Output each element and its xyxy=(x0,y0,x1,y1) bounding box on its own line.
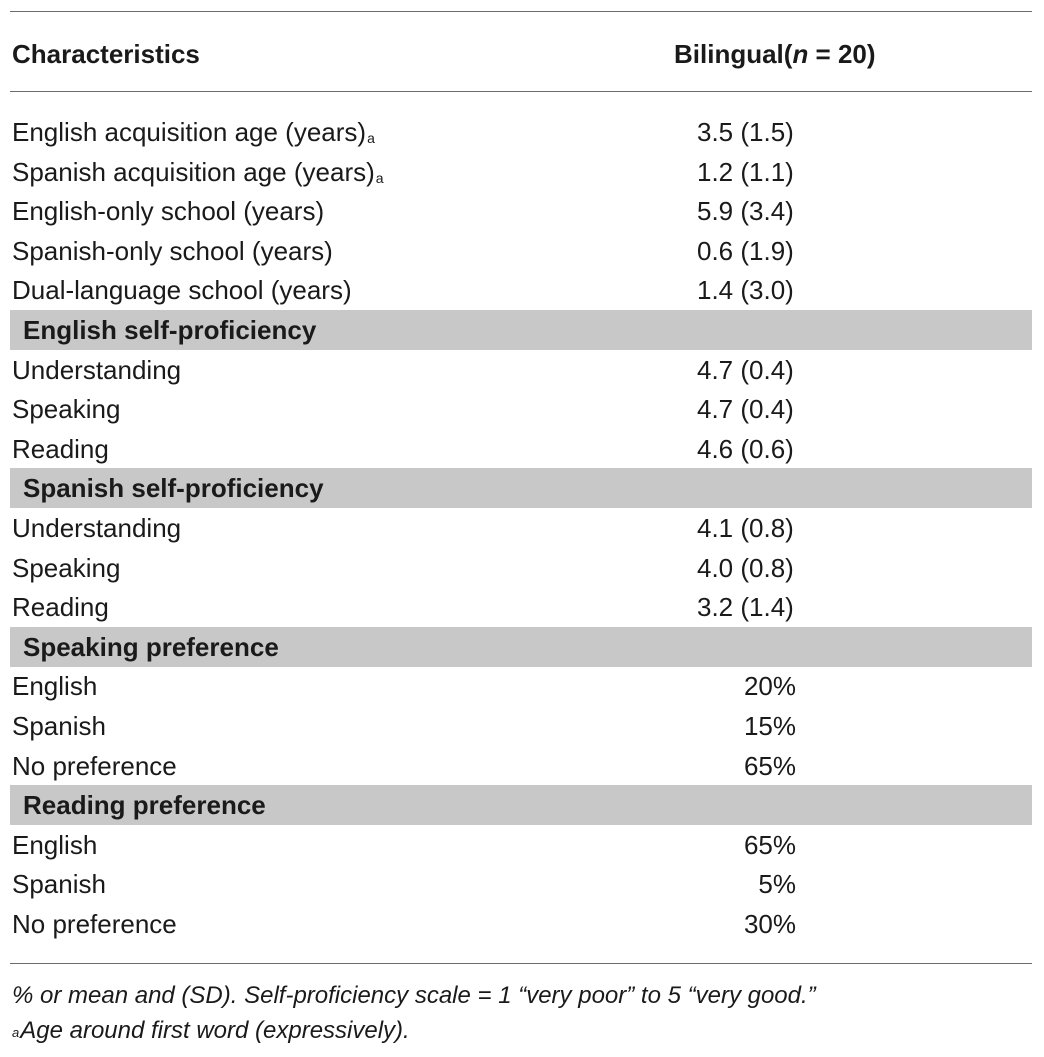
table-row xyxy=(10,152,1032,192)
row-label: No preference xyxy=(12,750,177,781)
row-value: 5.9 (3.4) xyxy=(697,196,794,227)
row-label-wrap xyxy=(12,112,375,152)
row-label: English-only school (years) xyxy=(12,196,325,227)
table-row xyxy=(10,825,1032,865)
section-header-label: Reading preference xyxy=(23,790,266,821)
table-row xyxy=(10,270,1032,310)
table-row xyxy=(10,666,1032,706)
row-label: English acquisition age (years) xyxy=(12,117,367,147)
row-value: 5% xyxy=(758,869,796,900)
row-value: 3.2 (1.4) xyxy=(697,592,794,623)
table-row xyxy=(10,548,1032,588)
row-label: Spanish acquisition age (years) xyxy=(12,156,375,187)
row-label-wrap xyxy=(12,152,384,192)
footnote-a-marker: a xyxy=(12,1025,20,1040)
row-value: 20% xyxy=(743,671,796,702)
row-value: 65% xyxy=(743,750,796,781)
footnote-marker: a xyxy=(375,169,384,186)
row-label: Understanding xyxy=(12,513,182,543)
row-label: English xyxy=(12,829,98,860)
row-label: Reading xyxy=(12,592,109,623)
row-label: Dual-language school (years) xyxy=(12,275,352,306)
section-header-row xyxy=(10,310,1032,350)
row-value: 4.6 (0.6) xyxy=(697,433,794,464)
header-bottom-rule xyxy=(10,91,1032,92)
row-value: 4.7 (0.4) xyxy=(697,354,794,385)
section-header-label: Spanish self-proficiency xyxy=(23,473,324,504)
section-header-row xyxy=(10,468,1032,508)
footnote-general: % or mean and (SD). Self-proficiency scale = 1 “very poor” to 5 “very good.” xyxy=(12,982,816,1009)
table-row xyxy=(10,350,1032,390)
footnote-a xyxy=(12,1015,410,1047)
table-row xyxy=(10,508,1032,548)
row-value: 4.0 (0.8) xyxy=(697,552,794,583)
table-row xyxy=(10,231,1032,271)
row-value: 65% xyxy=(743,829,796,860)
row-value: 0.6 (1.9) xyxy=(697,235,794,266)
row-value: 1.2 (1.1) xyxy=(697,156,794,187)
bilingual-header-n: n xyxy=(792,39,809,69)
row-value: 1.4 (3.0) xyxy=(697,275,794,306)
table-row xyxy=(10,904,1032,944)
footnote-marker: a xyxy=(367,130,375,146)
row-label: Spanish xyxy=(12,711,106,741)
table-row xyxy=(10,389,1032,429)
table-bottom-rule xyxy=(10,963,1032,964)
table-row xyxy=(10,429,1032,469)
row-label: Speaking xyxy=(12,394,121,425)
bilingual-header-suffix: = 20) xyxy=(808,39,876,69)
row-value: 4.1 (0.8) xyxy=(697,513,794,543)
row-value: 30% xyxy=(743,909,796,939)
table-row xyxy=(10,112,1032,152)
row-label: Speaking xyxy=(12,552,121,583)
row-value: 4.7 (0.4) xyxy=(697,394,794,425)
column-header-bilingual xyxy=(674,34,876,74)
section-header-label: English self-proficiency xyxy=(23,315,317,345)
row-label: Spanish-only school (years) xyxy=(12,235,333,266)
section-header-row xyxy=(10,785,1032,825)
table-row xyxy=(10,746,1032,786)
row-label: Understanding xyxy=(12,354,182,385)
row-value: 15% xyxy=(743,711,796,741)
row-label: English xyxy=(12,671,98,702)
bilingual-header-prefix: Bilingual( xyxy=(674,39,793,69)
table-row xyxy=(10,706,1032,746)
row-label: Spanish xyxy=(12,869,106,900)
row-label: Reading xyxy=(12,433,109,464)
table-row xyxy=(10,864,1032,904)
row-value: 3.5 (1.5) xyxy=(697,117,794,147)
section-header-label: Speaking preference xyxy=(23,631,279,662)
footnote-a-text: Age around first word (expressively). xyxy=(20,1017,410,1044)
column-header-characteristics: Characteristics xyxy=(12,39,200,69)
row-label: No preference xyxy=(12,909,177,939)
table-row xyxy=(10,191,1032,231)
table-row xyxy=(10,587,1032,627)
section-header-row xyxy=(10,627,1032,667)
table-top-rule xyxy=(10,11,1032,12)
